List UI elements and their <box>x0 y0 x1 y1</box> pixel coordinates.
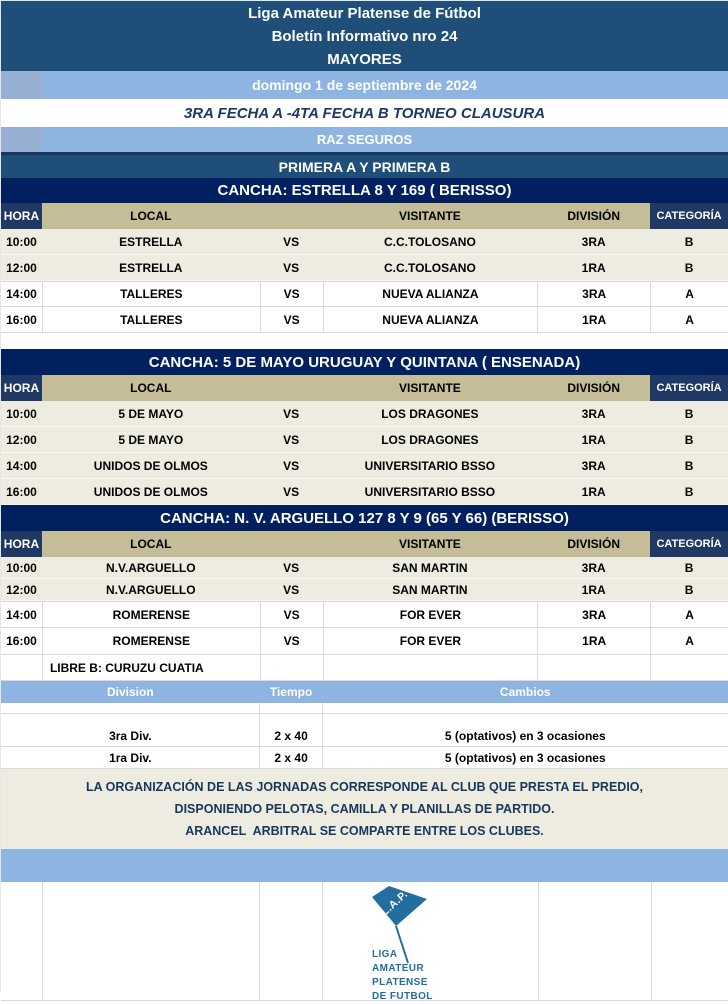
match-category: A <box>650 307 728 332</box>
match-time: 10:00 <box>6 560 37 575</box>
away-team: FOR EVER <box>323 628 538 654</box>
match-division: 3RA <box>581 234 606 249</box>
column-header-vs <box>260 531 323 557</box>
home-team: N.V.ARGUELLO <box>106 582 196 597</box>
away-team: C.C.TOLOSANO <box>384 234 476 249</box>
empty-cell <box>537 655 650 680</box>
match-time: 12:00 <box>6 260 37 275</box>
column-header-division: DIVISIÓN <box>537 203 650 229</box>
free-note-row <box>1 655 728 681</box>
home-team: ROMERENSE <box>42 602 260 627</box>
date-bar <box>1 71 728 99</box>
column-header-local: LOCAL <box>42 531 260 557</box>
match-category: B <box>684 234 694 249</box>
grid-line <box>42 882 43 1000</box>
venue-title: CANCHA: 5 DE MAYO URUGUAY Y QUINTANA ( ENSENADA) <box>148 353 581 371</box>
column-header-visitante: VISITANTE <box>323 375 538 401</box>
match-time: 14:00 <box>6 287 37 301</box>
notice-line: DISPONIENDO PELOTAS, CAMILLA Y PLANILLAS DE PARTIDO. <box>174 802 555 816</box>
column-header-categoria: CATEGORÍA <box>650 203 728 229</box>
match-category: B <box>684 484 694 499</box>
home-team: N.V.ARGUELLO <box>106 560 196 575</box>
division-category-bar <box>1 155 728 178</box>
home-team: ROMERENSE <box>42 628 260 654</box>
grid-line <box>538 882 539 1000</box>
rules-column-header: Cambios <box>499 685 551 699</box>
category-title: MAYORES <box>327 50 402 68</box>
vs-label: VS <box>260 307 323 332</box>
match-time: 10:00 <box>6 406 37 421</box>
venue-title-bar <box>1 505 728 531</box>
match-division: 3RA <box>537 282 650 306</box>
home-team: UNIDOS DE OLMOS <box>93 458 208 473</box>
away-team: LOS DRAGONES <box>381 432 479 447</box>
match-division: 1RA <box>581 260 606 275</box>
match-row <box>1 255 728 281</box>
match-division: 1RA <box>537 307 650 332</box>
match-category: B <box>684 582 694 597</box>
home-team: UNIDOS DE OLMOS <box>93 484 208 499</box>
match-division: 3RA <box>537 602 650 627</box>
column-header-vs <box>260 375 323 401</box>
sponsor-text: RAZ SEGUROS <box>316 132 413 147</box>
away-team: FOR EVER <box>323 602 538 627</box>
rules-gridline <box>322 703 323 769</box>
column-header-visitante: VISITANTE <box>323 203 538 229</box>
column-header-hora: HORA <box>1 375 42 401</box>
logo-caption-line: AMATEUR <box>372 963 425 974</box>
notice-line: ARANCEL ARBITRAL SE COMPARTE ENTRE LOS CLUBES. <box>185 824 544 838</box>
match-row <box>1 307 728 333</box>
grid-line <box>259 882 260 1000</box>
match-row <box>1 229 728 255</box>
venue-title: CANCHA: ESTRELLA 8 Y 169 ( BERISSO) <box>217 182 512 199</box>
vs-label: VS <box>260 282 323 306</box>
vs-label: VS <box>260 602 323 627</box>
match-division: 3RA <box>581 406 606 421</box>
match-time: 14:00 <box>6 607 37 622</box>
round-info-text: 3RA FECHA A -4TA FECHA B TORNEO CLAUSURA <box>183 104 546 122</box>
away-team: LOS DRAGONES <box>381 406 479 421</box>
match-time: 16:00 <box>6 312 37 327</box>
match-time: 16:00 <box>6 634 37 648</box>
grid-line <box>651 882 652 1000</box>
footer-blue-bar <box>1 849 728 882</box>
match-time: 16:00 <box>6 484 37 499</box>
column-header-categoria: CATEGORÍA <box>650 375 728 401</box>
rules-row <box>1 747 728 769</box>
venue-section <box>1 505 728 681</box>
vs-label: VS <box>283 560 300 575</box>
match-row <box>1 479 728 505</box>
column-header-local: LOCAL <box>42 375 260 401</box>
match-row <box>1 601 728 628</box>
rules-value: 1ra Div. <box>109 750 152 765</box>
empty-cell <box>650 655 728 680</box>
vs-label: VS <box>283 260 300 275</box>
sponsor-bar <box>1 127 728 152</box>
rules-spacer-row <box>1 703 728 714</box>
lap-flag-text: L.A.P. <box>378 888 411 919</box>
match-row <box>1 281 728 307</box>
column-header-hora: HORA <box>1 531 42 557</box>
home-team: TALLERES <box>42 282 260 306</box>
match-row <box>1 453 728 479</box>
vs-label: VS <box>283 458 300 473</box>
match-division: 3RA <box>581 458 606 473</box>
match-division: 1RA <box>581 432 606 447</box>
vs-label: VS <box>260 628 323 654</box>
away-team: NUEVA ALIANZA <box>323 282 538 306</box>
rules-value: 3ra Div. <box>109 728 152 743</box>
match-time: 12:00 <box>6 432 37 447</box>
table-header-row <box>1 375 728 401</box>
venues <box>1 178 728 681</box>
column-header-division: DIVISIÓN <box>537 375 650 401</box>
away-team: UNIVERSITARIO BSSO <box>364 458 496 473</box>
venue-section <box>1 178 728 333</box>
table-header-row <box>1 531 728 557</box>
home-team: 5 DE MAYO <box>118 432 184 447</box>
venue-title: CANCHA: N. V. ARGUELLO 127 8 Y 9 (65 Y 66) (BERISSO) <box>160 509 569 527</box>
match-time: 10:00 <box>6 234 37 249</box>
match-category: B <box>684 560 694 575</box>
match-row <box>1 579 728 601</box>
vs-label: VS <box>283 582 300 597</box>
venue-note: LIBRE B: CURUZU CUATIA <box>42 655 260 680</box>
match-category: B <box>684 406 694 421</box>
home-team: 5 DE MAYO <box>118 406 184 421</box>
match-row <box>1 557 728 579</box>
vs-label: VS <box>283 234 300 249</box>
lap-logo-caption <box>372 948 433 1004</box>
grid-line <box>322 882 323 1000</box>
match-row <box>1 628 728 655</box>
footer-grid <box>1 882 728 1001</box>
vs-label: VS <box>283 484 300 499</box>
match-division: 1RA <box>581 582 606 597</box>
rules-column-header: Division <box>106 685 154 699</box>
match-row <box>1 401 728 427</box>
match-time: 14:00 <box>6 458 37 473</box>
venue-section <box>1 349 728 505</box>
vs-label: VS <box>283 432 300 447</box>
logo-caption-line: PLATENSE <box>372 977 428 988</box>
rules-body <box>1 703 728 769</box>
league-title: Liga Amateur Platense de Fútbol <box>248 4 481 22</box>
bulletin-number: Boletín Informativo nro 24 <box>271 27 458 45</box>
match-division: 3RA <box>581 560 606 575</box>
column-header-local: LOCAL <box>42 203 260 229</box>
notice-block <box>1 769 728 849</box>
date-text: domingo 1 de septiembre de 2024 <box>252 77 477 93</box>
empty-cell <box>260 655 323 680</box>
empty-cell <box>1 655 42 680</box>
vs-label: VS <box>283 406 300 421</box>
match-division: 1RA <box>581 484 606 499</box>
away-team: C.C.TOLOSANO <box>384 260 476 275</box>
away-team: SAN MARTIN <box>392 582 468 597</box>
match-row <box>1 427 728 453</box>
venue-title-bar <box>1 349 728 375</box>
match-time: 12:00 <box>6 582 37 597</box>
match-category: A <box>650 628 728 654</box>
rules-gridline <box>259 703 260 769</box>
bulletin-header <box>1 1 728 71</box>
home-team: TALLERES <box>42 307 260 332</box>
away-team: UNIVERSITARIO BSSO <box>364 484 496 499</box>
column-header-vs <box>260 203 323 229</box>
home-team: ESTRELLA <box>119 234 183 249</box>
logo-caption-line: LIGA <box>372 949 398 960</box>
column-header-categoria: CATEGORÍA <box>650 531 728 557</box>
notice-line: LA ORGANIZACIÓN DE LAS JORNADAS CORRESPONDE AL CLUB QUE PRESTA EL PREDIO, <box>86 780 643 794</box>
rules-row <box>1 714 728 747</box>
column-header-hora: HORA <box>1 203 42 229</box>
match-category: A <box>650 602 728 627</box>
empty-cell <box>323 655 538 680</box>
rules-header-row <box>1 681 728 703</box>
match-division: 1RA <box>537 628 650 654</box>
division-category-text: PRIMERA A Y PRIMERA B <box>278 158 451 175</box>
rules-value: 5 (optativos) en 3 ocasiones <box>444 750 606 765</box>
match-category: B <box>684 458 694 473</box>
match-category: A <box>650 282 728 306</box>
rules-column-header: Tiempo <box>269 685 313 699</box>
away-team: NUEVA ALIANZA <box>323 307 538 332</box>
column-header-division: DIVISIÓN <box>537 531 650 557</box>
rules-value: 5 (optativos) en 3 ocasiones <box>444 728 606 743</box>
rules-value: 2 x 40 <box>274 750 308 765</box>
match-category: B <box>684 260 694 275</box>
home-team: ESTRELLA <box>119 260 183 275</box>
venue-title-bar <box>1 178 728 203</box>
column-header-visitante: VISITANTE <box>323 531 538 557</box>
logo-caption-line: DE FUTBOL <box>372 991 433 1002</box>
table-header-row <box>1 203 728 229</box>
match-category: B <box>684 432 694 447</box>
rules-value: 2 x 40 <box>274 728 308 743</box>
round-info-bar <box>1 99 728 127</box>
away-team: SAN MARTIN <box>392 560 468 575</box>
